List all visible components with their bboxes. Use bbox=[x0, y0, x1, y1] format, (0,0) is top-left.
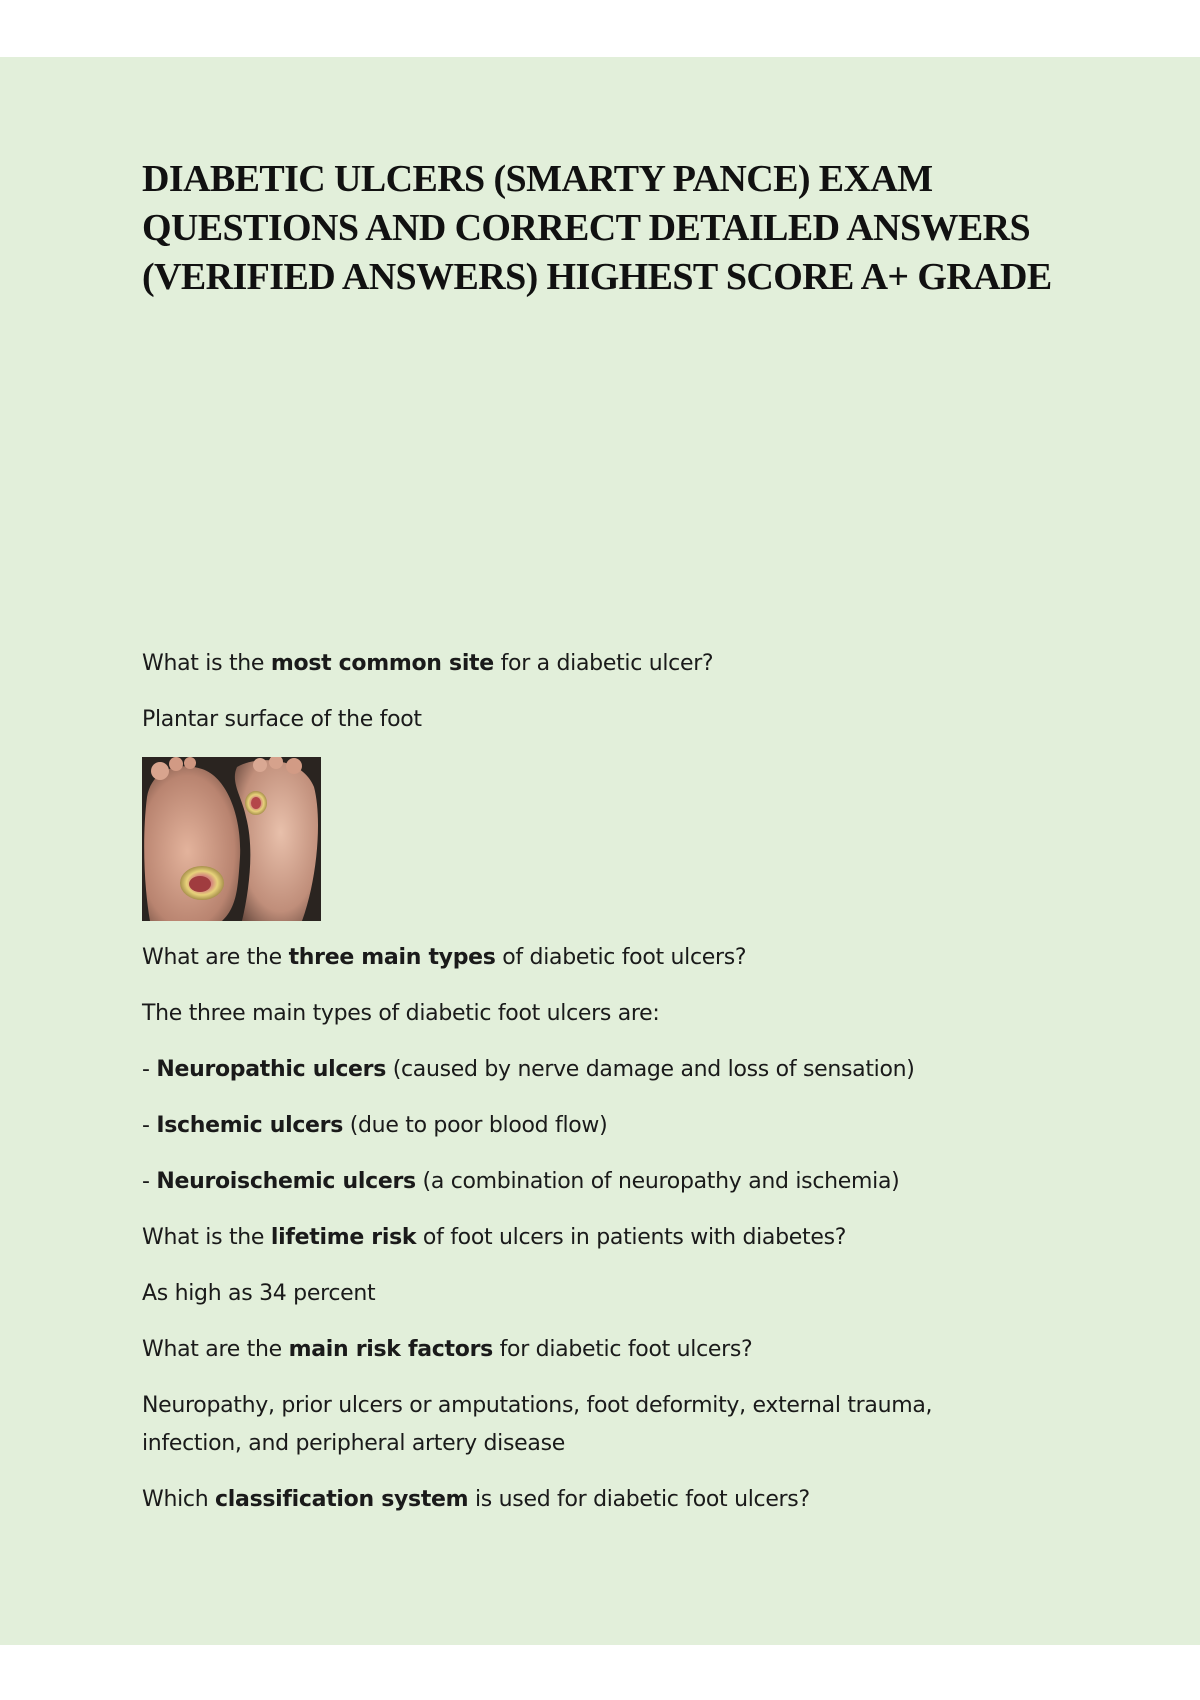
document-title: DIABETIC ULCERS (SMARTY PANCE) EXAM QUESTIONS AND CORRECT DETAILED ANSWERS (VERIFIED ANSWERS) HIGHEST SCORE A+ GRADE bbox=[142, 158, 1052, 298]
diabetic-foot-ulcer-photo bbox=[142, 757, 321, 921]
list-item: - Ischemic ulcers (due to poor blood flow) bbox=[142, 1113, 608, 1138]
answer-three-main-types-intro: The three main types of diabetic foot ulcers are: bbox=[142, 1001, 660, 1026]
question-three-main-types: What are the three main types of diabetic foot ulcers? bbox=[142, 945, 747, 970]
question-answer-list bbox=[142, 645, 1082, 1537]
answer-lifetime-risk: As high as 34 percent bbox=[142, 1281, 376, 1306]
answer-most-common-site: Plantar surface of the foot bbox=[142, 707, 422, 732]
list-item: - Neuroischemic ulcers (a combination of neuropathy and ischemia) bbox=[142, 1169, 900, 1194]
document-page bbox=[0, 57, 1200, 1645]
answer-main-risk-factors: Neuropathy, prior ulcers or amputations, foot deformity, external trauma, infection, and peripheral artery disease bbox=[142, 1393, 933, 1456]
question-most-common-site: What is the most common site for a diabetic ulcer? bbox=[142, 651, 714, 676]
question-main-risk-factors: What are the main risk factors for diabetic foot ulcers? bbox=[142, 1337, 753, 1362]
question-lifetime-risk: What is the lifetime risk of foot ulcers in patients with diabetes? bbox=[142, 1225, 847, 1250]
list-item: - Neuropathic ulcers (caused by nerve damage and loss of sensation) bbox=[142, 1057, 915, 1082]
question-classification-system: Which classification system is used for diabetic foot ulcers? bbox=[142, 1487, 810, 1512]
